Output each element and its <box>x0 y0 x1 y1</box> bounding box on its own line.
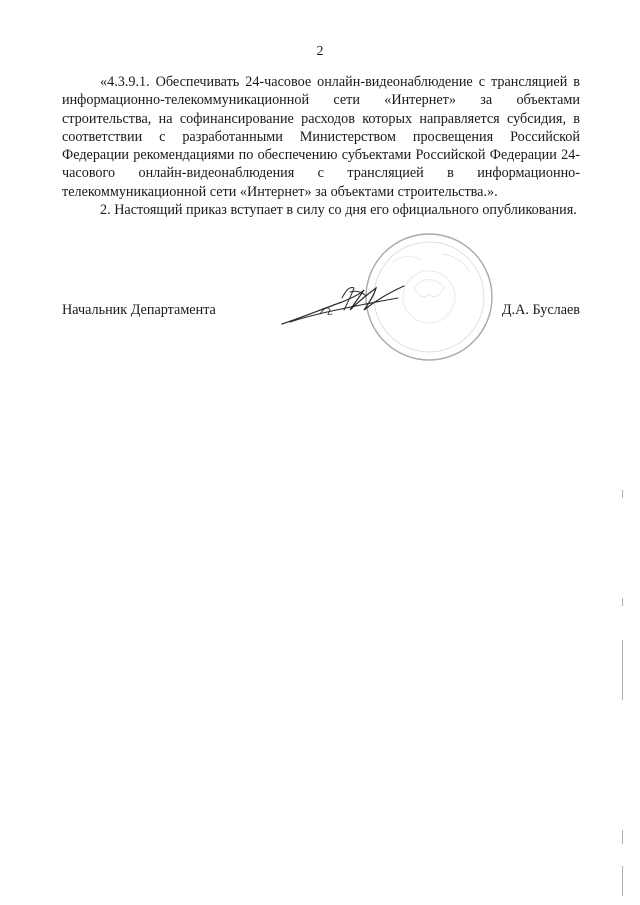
scan-edge-mark <box>622 490 623 498</box>
scan-edge-mark <box>622 866 623 896</box>
paragraph-clause-4-3-9-1: «4.3.9.1. Обеспечивать 24-часовое онлайн-видеонаблюдение с трансляцией в информационно-телекоммуникационной сети «Интернет» за объектами строительства, на софинансирование расходов которых направляется субсидия, в соответствии с разработанными Министерством просвещения Российской Федерации рекомендациями по обеспечению субъектами Российской Федерации 24-часового онлайн-видеонаблюдения с трансляцией в информационно-телекоммуникационной сети «Интернет» за объектами строительства.». <box>62 74 580 200</box>
scan-edge-mark <box>622 640 623 700</box>
scan-edge-mark <box>622 830 623 844</box>
signature-block <box>62 302 580 322</box>
scan-edge-mark <box>622 598 623 606</box>
paragraph-effective-date: 2. Настоящий приказ вступает в силу со дня его официального опубликования. <box>100 202 577 219</box>
document-body <box>62 73 580 219</box>
page-number: 2 <box>316 44 324 59</box>
signatory-position: Начальник Департамента <box>62 302 216 318</box>
signatory-name: Д.А. Буслаев <box>501 302 580 318</box>
